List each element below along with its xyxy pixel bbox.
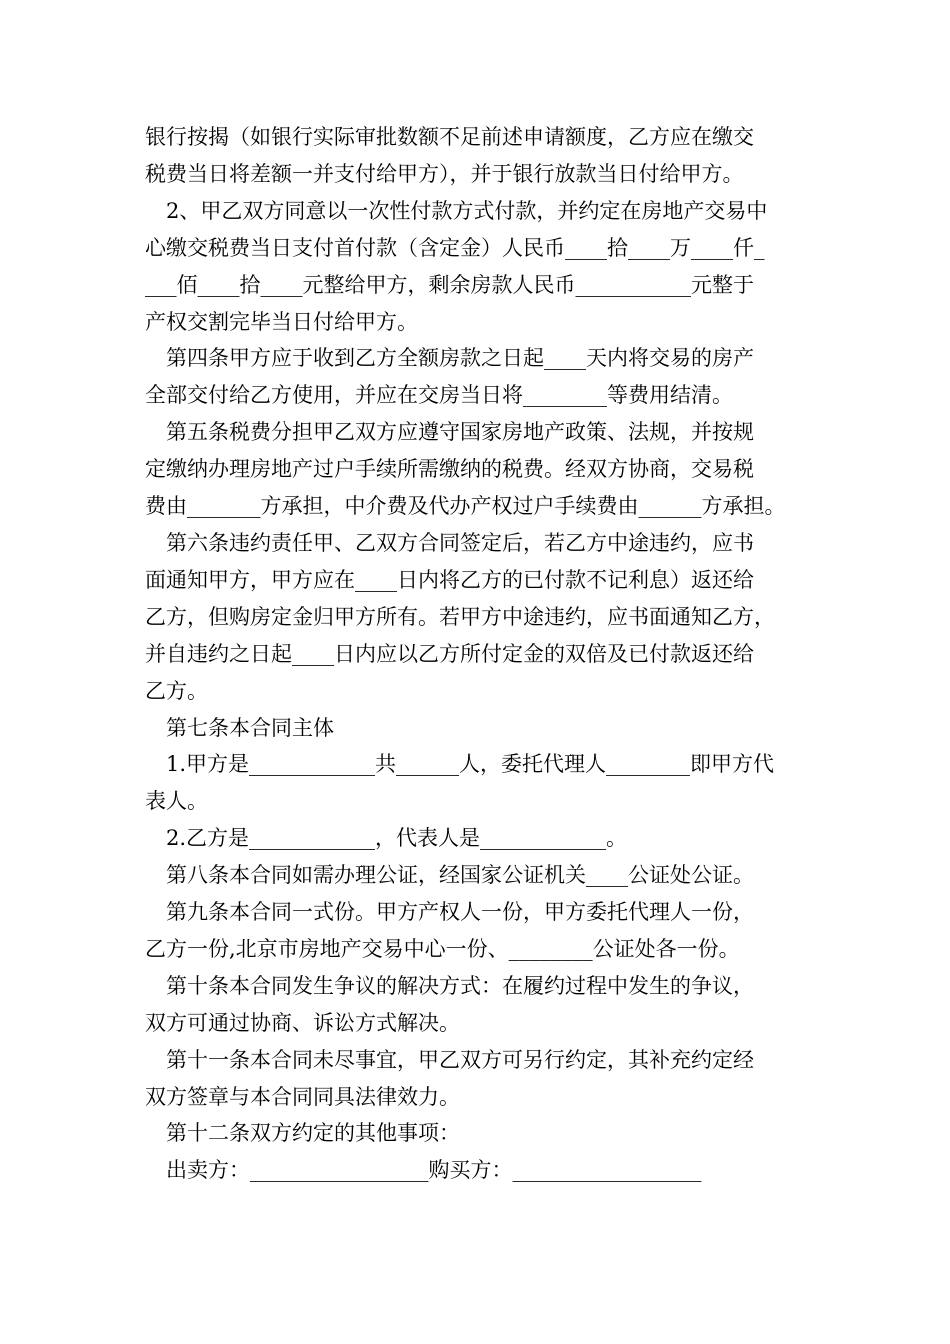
text-line: 税费当日将差额一并支付给甲方），并于银行放款当日付给甲方。 <box>145 161 744 186</box>
text-line: 第九条本合同一式份。甲方产权人一份，甲方委托代理人一份， <box>166 900 754 925</box>
text-line: 乙方，但购房定金归甲方所有。若甲方中途违约，应书面通知乙方， <box>145 604 775 629</box>
text-line: 并自违约之日起____日内应以乙方所付定金的双倍及已付款返还给 <box>145 641 754 666</box>
text-line: 定缴纳办理房地产过户手续所需缴纳的税费。经双方协商，交易税 <box>145 457 754 482</box>
text-line: 双方签章与本合同同具法律效力。 <box>145 1084 460 1109</box>
text-line: ___佰____拾____元整给甲方，剩余房款人民币___________元整于 <box>145 272 754 297</box>
text-line: 第六条违约责任甲、乙双方合同签定后，若乙方中途违约，应书 <box>166 530 754 555</box>
text-line: 第七条本合同主体 <box>166 715 334 740</box>
text-line: 双方可通过协商、诉讼方式解决。 <box>145 1010 460 1035</box>
text-line: 表人。 <box>145 789 208 814</box>
text-line: 费由_______方承担，中介费及代办产权过户手续费由______方承担。 <box>145 494 786 519</box>
text-line: 第四条甲方应于收到乙方全额房款之日起____天内将交易的房产 <box>166 346 754 371</box>
text-line: 2、甲乙双方同意以一次性付款方式付款，并约定在房地产交易中 <box>166 198 768 223</box>
text-line: 银行按揭（如银行实际审批数额不足前述申请额度，乙方应在缴交 <box>145 125 754 149</box>
contract-text-body <box>145 119 825 1189</box>
text-line: 第十二条双方约定的其他事项： <box>166 1121 460 1146</box>
text-line: 2.乙方是____________，代表人是____________。 <box>166 826 628 851</box>
text-line: 心缴交税费当日支付首付款（含定金）人民币____拾____万____仟_ <box>145 235 765 260</box>
text-line: 第八条本合同如需办理公证，经国家公证机关____公证处公证。 <box>166 863 754 888</box>
text-line: 第五条税费分担甲乙双方应遵守国家房地产政策、法规，并按规 <box>166 420 754 445</box>
text-line: 面通知甲方，甲方应在____日内将乙方的已付款不记利息）返还给 <box>145 567 754 592</box>
text-line: 乙方一份,北京市房地产交易中心一份、________公证处各一份。 <box>145 936 740 961</box>
text-line: 乙方。 <box>145 678 208 703</box>
text-line: 全部交付给乙方使用，并应在交房当日将________等费用结清。 <box>145 383 733 408</box>
text-line: 第十一条本合同未尽事宜，甲乙双方可另行约定，其补充约定经 <box>166 1047 754 1072</box>
text-line: 第十条本合同发生争议的解决方式：在履约过程中发生的争议， <box>166 973 754 998</box>
text-line: 出卖方：_________________购买方：__________________ <box>166 1158 702 1183</box>
text-line: 1.甲方是____________共______人，委托代理人________即甲方代 <box>166 752 775 777</box>
text-line: 产权交割完毕当日付给甲方。 <box>145 309 418 334</box>
